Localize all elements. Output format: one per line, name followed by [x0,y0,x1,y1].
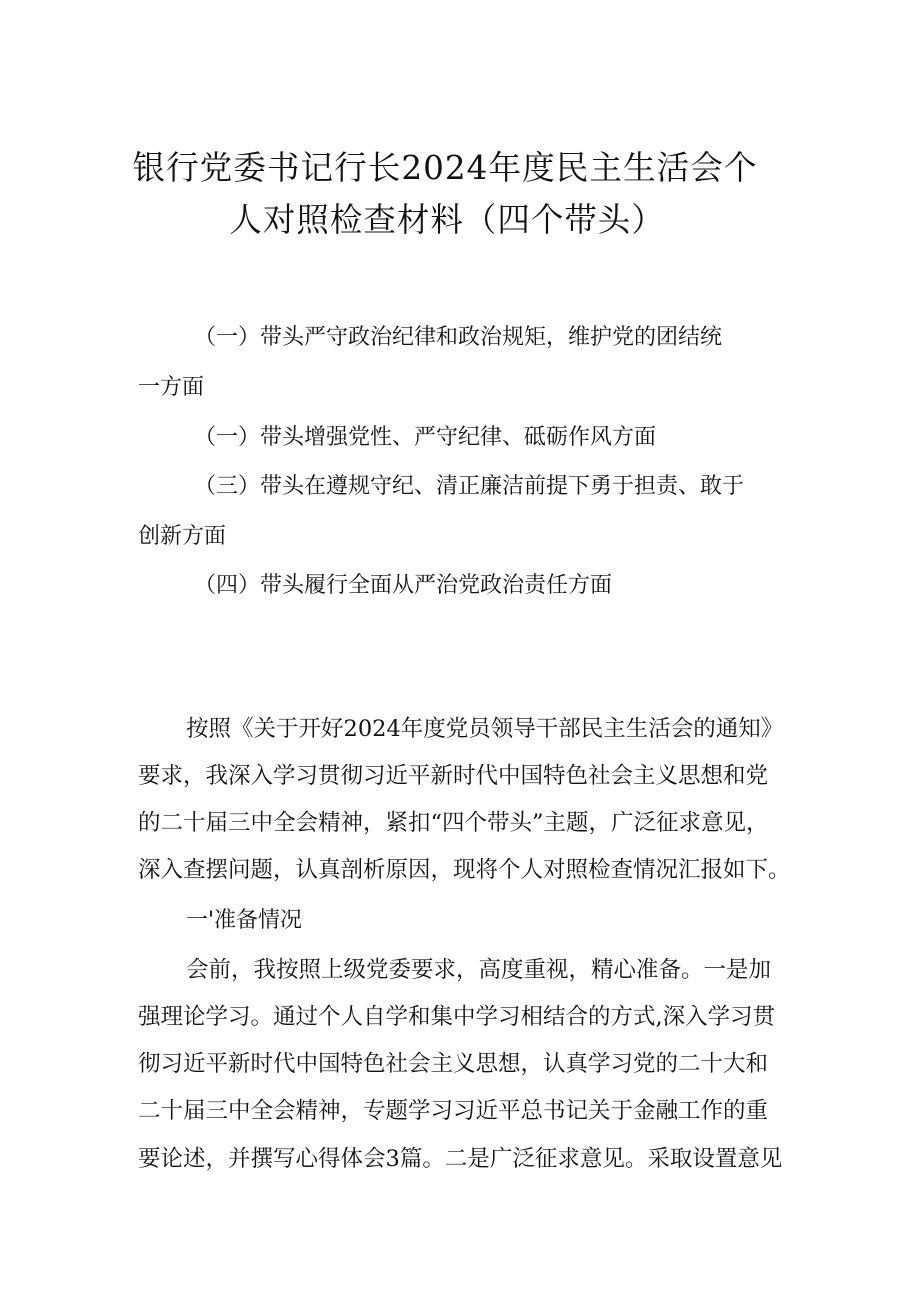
outline-item-1-line-2: 一方面 [138,375,205,400]
intro-line-1: 按照《关于开好2024年度党员领导干部民主生活会的通知》 [186,716,784,742]
outline-item-3-line-2: 创新方面 [138,524,227,549]
section-1-line-2: 强理论学习。通过个人自学和集中学习相结合的方式,深入学习贯 [138,1004,776,1030]
outline-item-4: （四）带头履行全面从严治党政治责任方面 [194,573,613,598]
section-1-line-5: 要论述，并撰写心得体会3篇。二是广泛征求意见。采取设置意见 [138,1146,783,1172]
intro-line-2: 要求，我深入学习贯彻习近平新时代中国特色社会主义思想和党 [138,763,769,789]
section-1-heading: 一'准备情况 [186,908,303,933]
section-1-line-4: 二十届三中全会精神，专题学习习近平总书记关于金融工作的重 [138,1098,769,1124]
section-1-line-3: 彻习近平新时代中国特色社会主义思想，认真学习党的二十大和 [138,1051,769,1077]
document-title-line-1: 银行党委书记行长2024年度民主生活会个 [132,148,758,187]
outline-item-3-line-1: （三）带头在遵规守纪、清正廉洁前提下勇于担责、敢于 [194,474,745,499]
outline-item-1-line-1: （一）带头严守政治纪律和政治规矩，维护党的团结统 [194,325,723,350]
outline-item-2: （一）带头增强党性、严守纪律、砥砺作风方面 [194,425,657,450]
intro-line-4: 深入查摆问题，认真剖析原因，现将个人对照检查情况汇报如下。 [138,857,791,883]
section-1-line-1: 会前，我按照上级党委要求，高度重视，精心准备。一是加 [186,957,772,983]
intro-line-3: 的二十届三中全会精神，紧扣“四个带头”主题，广泛征求意见， [138,810,769,836]
document-title-line-2: 人对照检查材料（四个带头） [229,200,665,239]
